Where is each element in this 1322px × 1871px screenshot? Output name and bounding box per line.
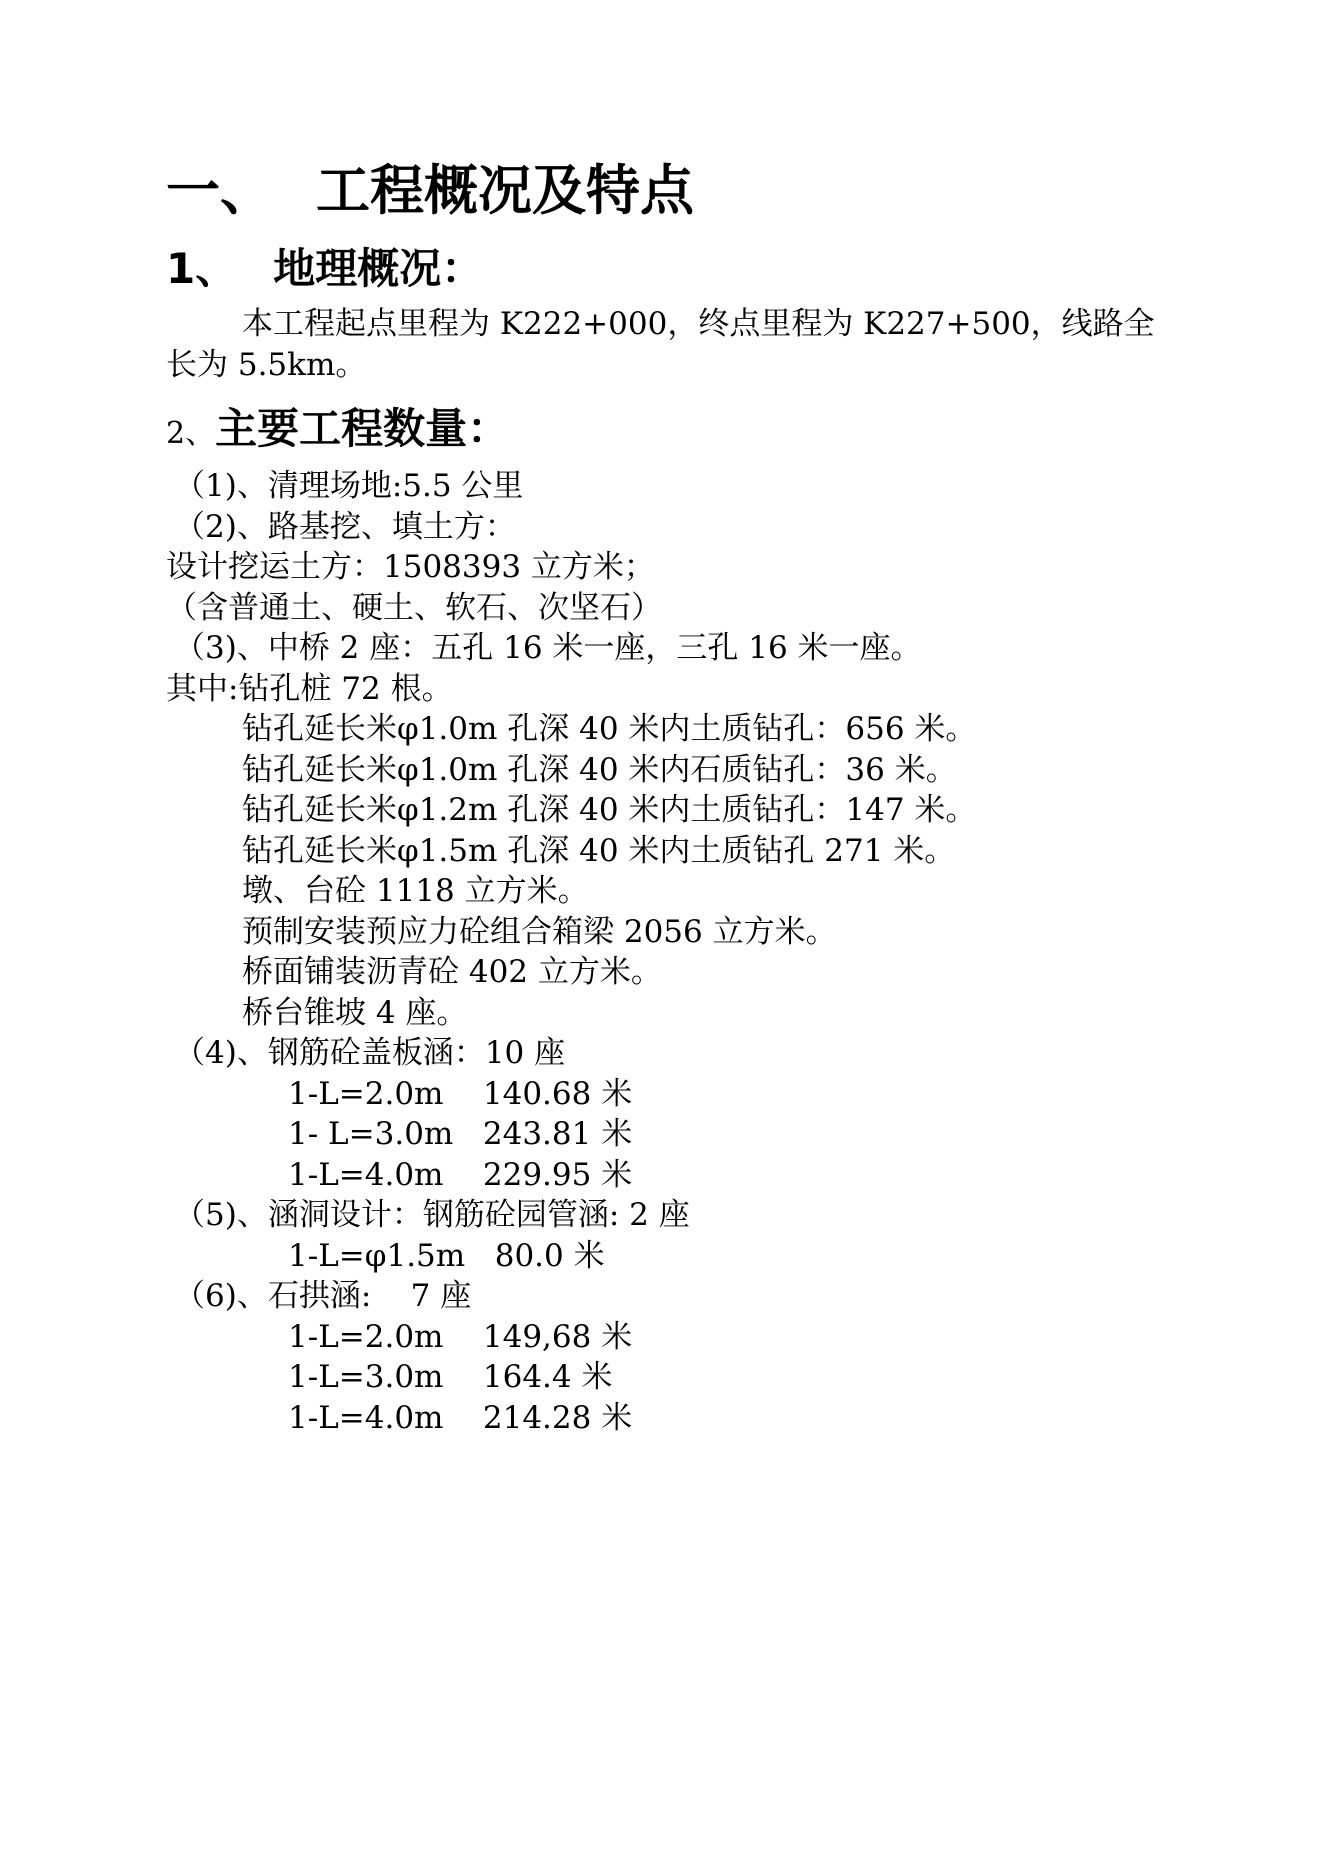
list-item: 设计挖运土方：1508393 立方米； — [166, 549, 655, 585]
list-item: 桥面铺装沥青砼 402 立方米。 — [242, 954, 662, 990]
list-item: （4)、钢筋砼盖板涵：10 座 — [174, 1035, 566, 1071]
list-item: 1-L=4.0m 229.95 米 — [288, 1157, 633, 1193]
list-item: （3)、中桥 2 座：五孔 16 米一座，三孔 16 米一座。 — [174, 630, 922, 666]
list-item: 预制安装预应力砼组合箱梁 2056 立方米。 — [242, 914, 837, 950]
list-item: （5)、涵洞设计：钢筋砼园管涵: 2 座 — [174, 1197, 690, 1233]
section-2-heading — [166, 396, 509, 456]
list-item: 钻孔延长米φ1.0m 孔深 40 米内土质钻孔：656 米。 — [242, 711, 977, 747]
list-item: 1-L=2.0m 140.68 米 — [288, 1076, 633, 1112]
list-item: 钻孔延长米φ1.0m 孔深 40 米内石质钻孔：36 米。 — [242, 752, 957, 788]
list-item: 桥台锥坡 4 座。 — [242, 995, 468, 1031]
list-item: （含普通土、硬土、软石、次坚石） — [166, 590, 662, 626]
heading-1-title: 工程概况及特点 — [316, 159, 694, 222]
list-item: 1- L=3.0m 243.81 米 — [288, 1116, 633, 1152]
section-2-number: 2、 — [166, 416, 216, 451]
section-2-title: 主要工程数量： — [215, 404, 510, 453]
list-item: 1-L=3.0m 164.4 米 — [288, 1359, 613, 1395]
heading-1-number: 一、 — [166, 159, 274, 222]
list-item: 钻孔延长米φ1.5m 孔深 40 米内土质钻孔 271 米。 — [242, 833, 956, 869]
section-1-paragraph-line-2: 长为 5.5km。 — [166, 347, 367, 383]
list-item: 1-L=2.0m 149,68 米 — [288, 1319, 633, 1355]
list-item: 钻孔延长米φ1.2m 孔深 40 米内土质钻孔：147 米。 — [242, 792, 977, 828]
list-item: （2)、路基挖、填土方： — [174, 509, 516, 545]
section-1-title: 地理概况： — [273, 244, 484, 293]
list-item: （1)、清理场地:5.5 公里 — [174, 468, 524, 504]
list-item: 1-L=φ1.5m 80.0 米 — [288, 1238, 605, 1274]
section-1-paragraph-line-1: 本工程起点里程为 K222+000，终点里程为 K227+500，线路全 — [242, 306, 1155, 342]
list-item: 墩、台砼 1118 立方米。 — [242, 873, 589, 909]
list-item: 其中:钻孔桩 72 根。 — [166, 671, 453, 707]
list-item: （6)、石拱涵: 7 座 — [174, 1278, 472, 1314]
list-item: 1-L=4.0m 214.28 米 — [288, 1400, 633, 1436]
section-1-heading — [166, 236, 483, 296]
section-1-number: 1、 — [166, 244, 238, 293]
heading-1 — [166, 148, 694, 225]
